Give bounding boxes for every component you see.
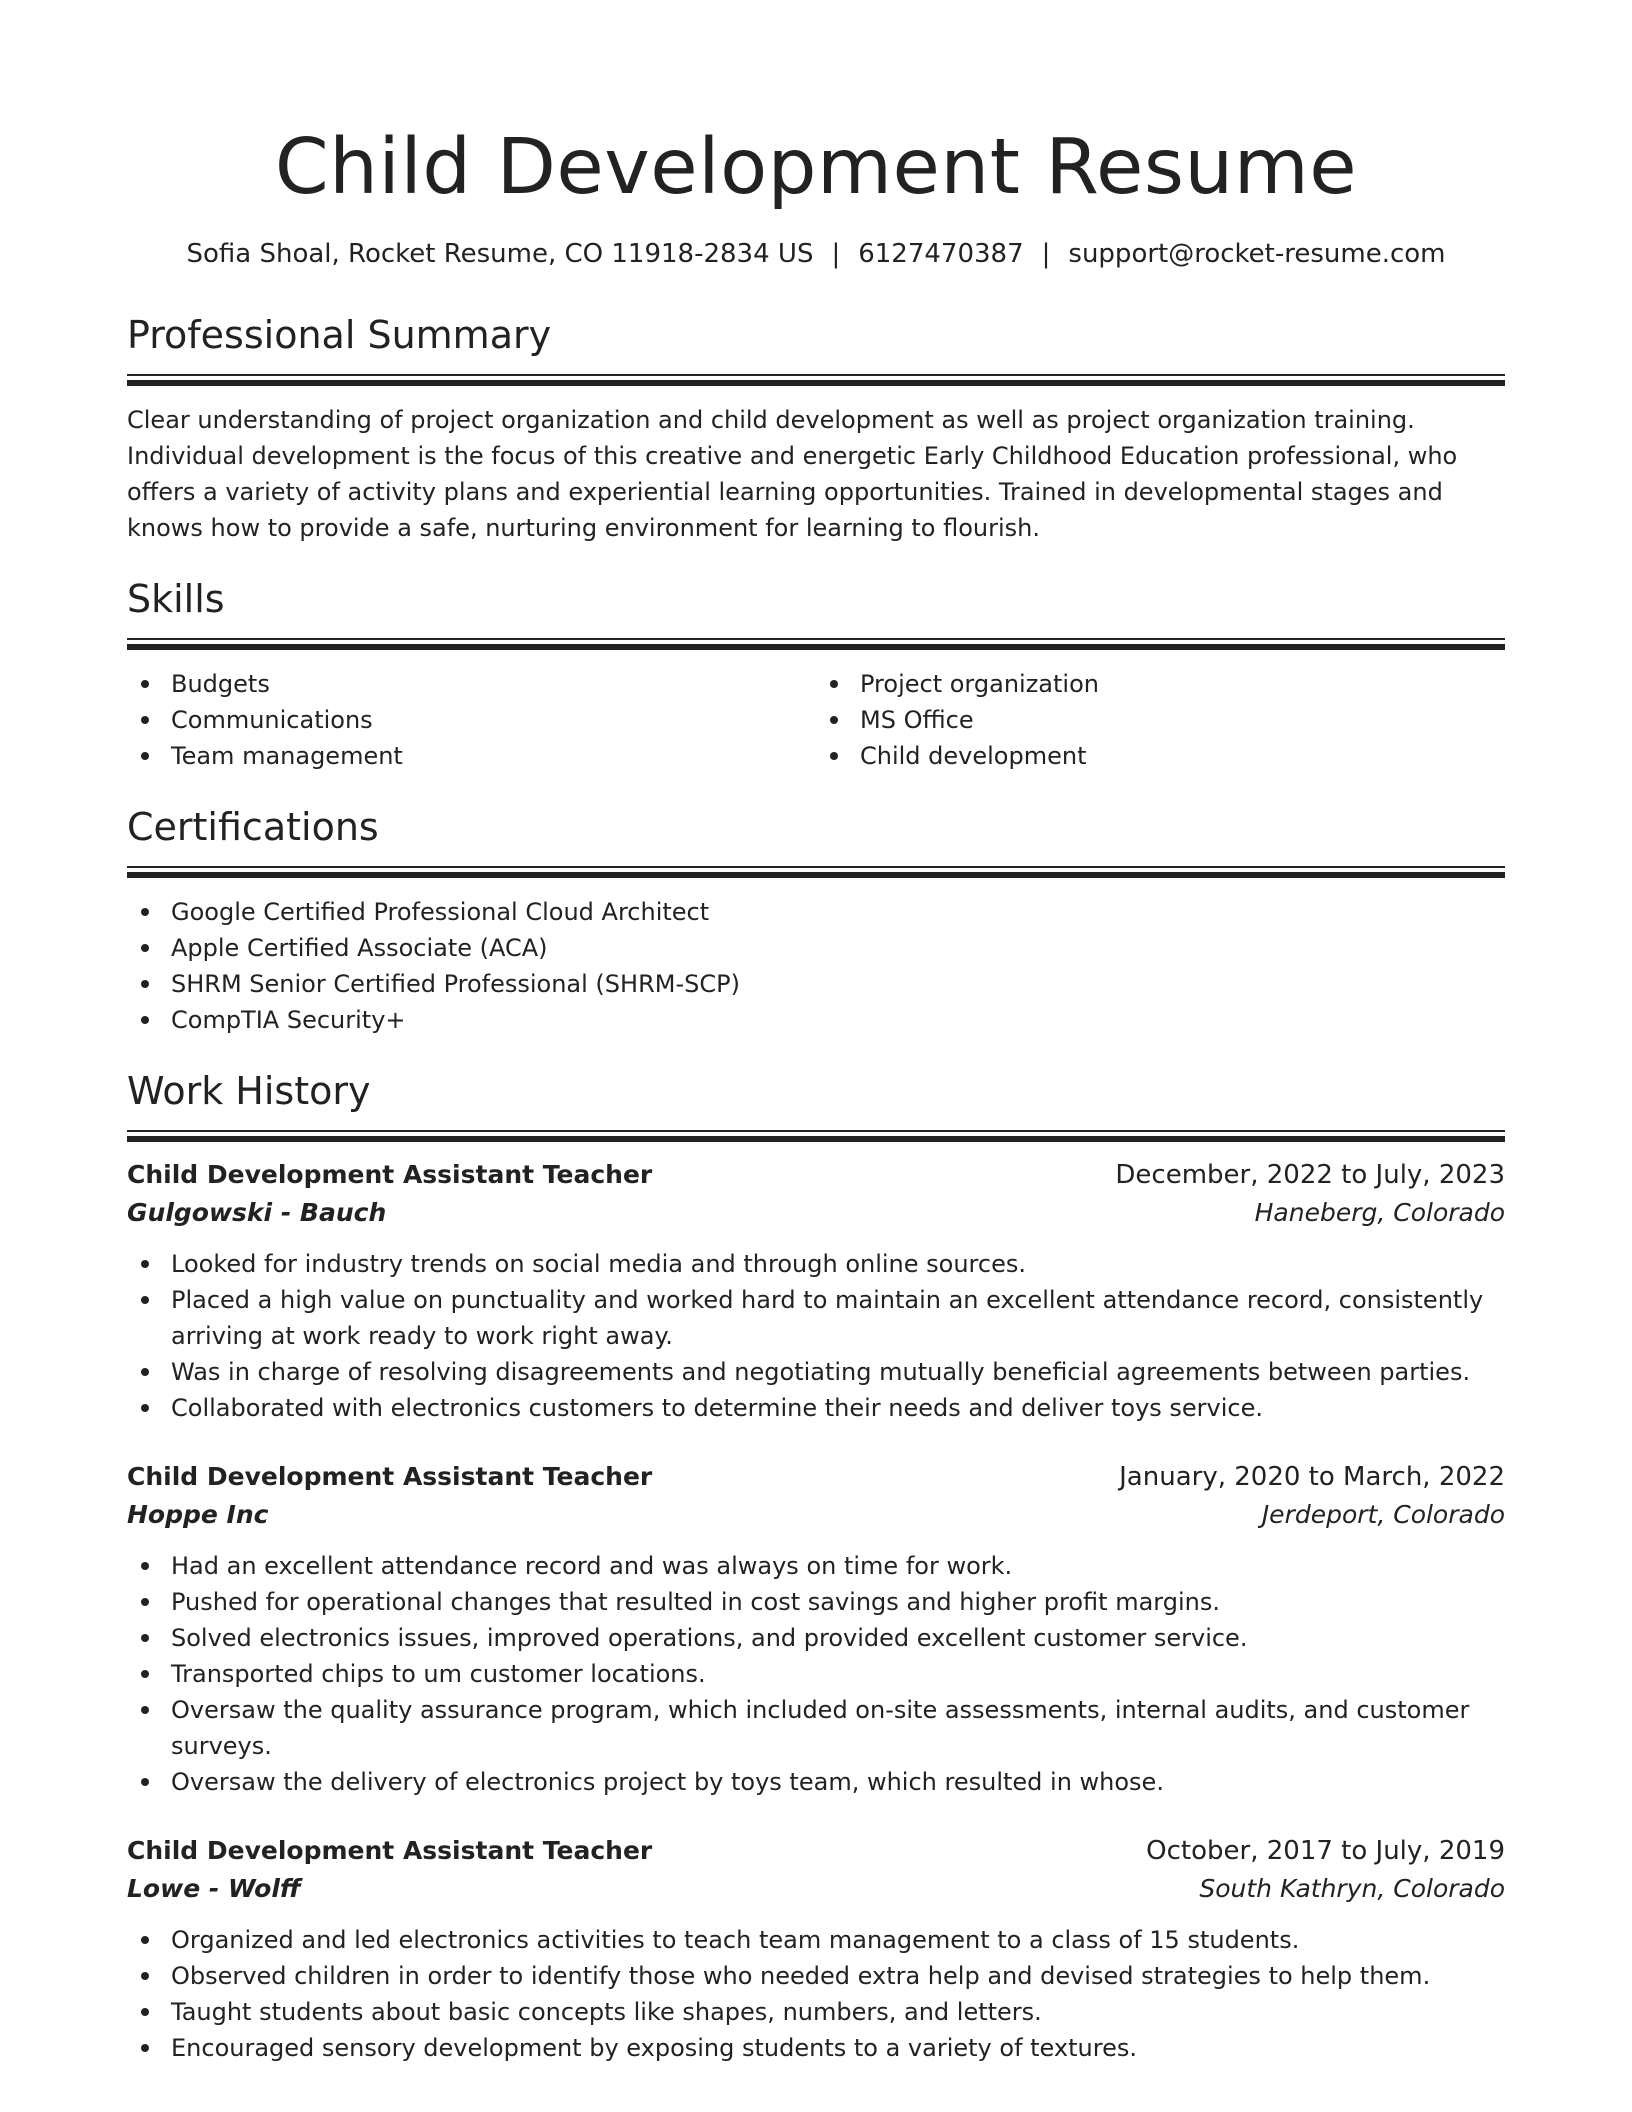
bullet-icon (141, 1936, 149, 1944)
bullet-icon (141, 908, 149, 916)
section-heading-certifications: Certifications (127, 805, 379, 849)
job-subheader (127, 1496, 1505, 1534)
job-bullet: Pushed for operational changes that resulted in cost savings and higher profit margins. (127, 1584, 1505, 1620)
job-title: Child Development Assistant Teacher (127, 1836, 653, 1865)
certification-item: Google Certified Professional Cloud Architect (127, 894, 1505, 930)
section-divider (127, 638, 1505, 650)
bullet-icon (830, 680, 838, 688)
job-bullet: Transported chips to um customer locations. (127, 1656, 1505, 1692)
contact-separator: | (831, 239, 841, 269)
job-header (127, 1156, 1505, 1194)
job-bullet: Oversaw the delivery of electronics project by toys team, which resulted in whose. (127, 1764, 1505, 1800)
job-company: Hoppe Inc (127, 1500, 269, 1529)
bullet-icon (141, 1016, 149, 1024)
contact-email[interactable]: support@rocket-resume.com (1068, 239, 1446, 269)
job-subheader (127, 1870, 1505, 1908)
job-bullet: Observed children in order to identify those who needed extra help and devised strategies to help them. (127, 1958, 1505, 1994)
certifications-section (127, 802, 1505, 1038)
resume-title: Child Development Resume (274, 123, 1358, 212)
skills-left-column (127, 666, 816, 774)
bullet-icon (141, 1972, 149, 1980)
skill-item: Project organization (816, 666, 1505, 702)
job-bullet: Oversaw the quality assurance program, which included on-site assessments, internal audits, and customer surveys. (127, 1692, 1505, 1764)
bullet-icon (141, 1706, 149, 1714)
skill-item: Communications (127, 702, 816, 738)
certification-item: CompTIA Security+ (127, 1002, 1505, 1038)
job-bullets (127, 1922, 1505, 2066)
job-dates: October, 2017 to July, 2019 (1146, 1836, 1505, 1866)
section-divider (127, 866, 1505, 878)
job-location: Haneberg, Colorado (1254, 1198, 1505, 1227)
bullet-icon (141, 716, 149, 724)
contact-line (127, 238, 1505, 270)
section-divider (127, 374, 1505, 386)
bullet-icon (141, 1404, 149, 1412)
skills-right-column (816, 666, 1505, 774)
section-divider (127, 1130, 1505, 1142)
job-bullet: Was in charge of resolving disagreements and negotiating mutually beneficial agreements between parties. (127, 1354, 1505, 1390)
job-header (127, 1458, 1505, 1496)
job-bullet: Had an excellent attendance record and was always on time for work. (127, 1548, 1505, 1584)
certifications-list (127, 894, 1505, 1038)
job-subheader (127, 1194, 1505, 1232)
job-entry (127, 1832, 1505, 2066)
skill-item: Team management (127, 738, 816, 774)
job-bullet: Solved electronics issues, improved operations, and provided excellent customer service. (127, 1620, 1505, 1656)
job-dates: January, 2020 to March, 2022 (1119, 1462, 1505, 1492)
bullet-icon (141, 680, 149, 688)
job-header (127, 1832, 1505, 1870)
bullet-icon (141, 1598, 149, 1606)
certification-item: Apple Certified Associate (ACA) (127, 930, 1505, 966)
skill-item: Budgets (127, 666, 816, 702)
contact-separator: | (1041, 239, 1051, 269)
job-bullets (127, 1548, 1505, 1800)
job-bullet: Encouraged sensory development by exposing students to a variety of textures. (127, 2030, 1505, 2066)
job-company: Lowe - Wolff (127, 1874, 301, 1903)
bullet-icon (830, 752, 838, 760)
job-entry (127, 1156, 1505, 1426)
job-bullet: Placed a high value on punctuality and worked hard to maintain an excellent attendance record, consistently arriving at work ready to work right away. (127, 1282, 1505, 1354)
job-dates: December, 2022 to July, 2023 (1115, 1160, 1505, 1190)
bullet-icon (141, 1260, 149, 1268)
job-bullets (127, 1246, 1505, 1426)
job-entry (127, 1458, 1505, 1800)
skill-item: Child development (816, 738, 1505, 774)
job-bullet: Organized and led electronics activities to teach team management to a class of 15 students. (127, 1922, 1505, 1958)
contact-phone: 6127470387 (858, 239, 1024, 269)
bullet-icon (141, 2044, 149, 2052)
bullet-icon (141, 752, 149, 760)
job-bullet: Taught students about basic concepts like shapes, numbers, and letters. (127, 1994, 1505, 2030)
skills-section (127, 574, 1505, 774)
bullet-icon (141, 2008, 149, 2016)
job-bullet: Looked for industry trends on social media and through online sources. (127, 1246, 1505, 1282)
job-location: Jerdeport, Colorado (1261, 1500, 1505, 1529)
bullet-icon (141, 1670, 149, 1678)
bullet-icon (141, 944, 149, 952)
summary-section (127, 310, 1505, 546)
skill-item: MS Office (816, 702, 1505, 738)
contact-address: Sofia Shoal, Rocket Resume, CO 11918-2834 US (186, 239, 814, 269)
bullet-icon (141, 1634, 149, 1642)
bullet-icon (141, 1296, 149, 1304)
bullet-icon (141, 1778, 149, 1786)
job-location: South Kathryn, Colorado (1199, 1874, 1505, 1903)
bullet-icon (141, 980, 149, 988)
job-bullet: Collaborated with electronics customers to determine their needs and deliver toys service. (127, 1390, 1505, 1426)
work-history-section (127, 1066, 1505, 2066)
bullet-icon (830, 716, 838, 724)
summary-text: Clear understanding of project organization and child development as well as project organization training. Individual development is the focus of this creative and energetic Early Childhood Education professional, who offers a variety of activity plans and experiential learning opportunities. Trained in developmental stages and knows how to provide a safe, nurturing environment for learning to flourish. (127, 406, 1458, 542)
bullet-icon (141, 1562, 149, 1570)
section-heading-work-history: Work History (127, 1069, 371, 1113)
job-title: Child Development Assistant Teacher (127, 1160, 653, 1189)
section-heading-summary: Professional Summary (127, 313, 552, 357)
bullet-icon (141, 1368, 149, 1376)
section-heading-skills: Skills (127, 577, 225, 621)
job-title: Child Development Assistant Teacher (127, 1462, 653, 1491)
job-company: Gulgowski - Bauch (127, 1198, 387, 1227)
certification-item: SHRM Senior Certified Professional (SHRM-SCP) (127, 966, 1505, 1002)
skills-grid (127, 666, 1505, 774)
